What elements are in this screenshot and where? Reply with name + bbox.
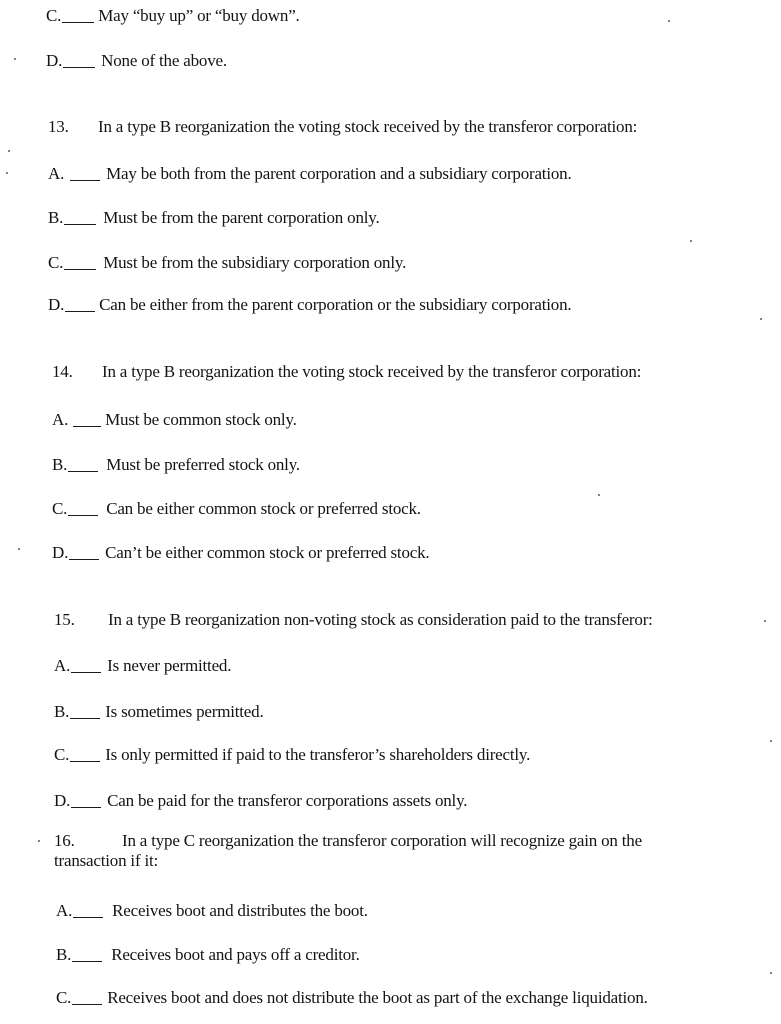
option-text: Must be preferred stock only. — [106, 455, 300, 474]
scan-speck — [38, 840, 40, 842]
option-letter: C. — [52, 499, 68, 518]
answer-blank — [70, 747, 100, 762]
scan-speck — [18, 548, 20, 550]
q12-option-c — [46, 6, 300, 26]
scan-speck — [598, 494, 600, 496]
question-text: In a type B reorganization the voting stock received by the transferor corporation: — [98, 117, 638, 136]
option-letter: A. — [54, 656, 71, 675]
scan-speck — [8, 150, 10, 152]
scan-speck — [690, 240, 692, 242]
q15-option-d — [54, 791, 467, 811]
option-text: Must be common stock only. — [105, 410, 297, 429]
scan-speck — [668, 20, 670, 22]
q14-option-d — [52, 543, 429, 563]
question-text: In a type B reorganization non-voting stock as consideration paid to the transferor: — [108, 610, 653, 629]
answer-blank — [69, 545, 99, 560]
option-letter: C. — [54, 745, 70, 764]
option-text: None of the above. — [101, 51, 227, 70]
option-text: Can’t be either common stock or preferred stock. — [105, 543, 430, 562]
option-text: Receives boot and pays off a creditor. — [111, 945, 360, 964]
question-number: 14. — [52, 362, 73, 381]
answer-blank — [63, 53, 95, 68]
option-text: Is only permitted if paid to the transferor’s shareholders directly. — [105, 745, 531, 764]
question-number: 16. — [54, 831, 75, 850]
q14-option-c — [52, 499, 421, 519]
scan-speck — [764, 620, 766, 622]
q16-option-c — [56, 988, 648, 1008]
answer-blank — [71, 793, 101, 808]
option-letter: A. — [56, 901, 73, 920]
q13-option-c — [48, 253, 406, 273]
option-letter: B. — [52, 455, 68, 474]
option-letter: D. — [54, 791, 71, 810]
answer-blank — [70, 704, 100, 719]
scan-speck — [760, 318, 762, 320]
q16-option-b — [56, 945, 360, 965]
option-letter: B. — [56, 945, 72, 964]
option-letter: D. — [46, 51, 63, 70]
answer-blank — [71, 658, 101, 673]
option-text: Must be from the subsidiary corporation only. — [103, 253, 407, 272]
option-text: Can be either from the parent corporation or the subsidiary corporation. — [99, 295, 572, 314]
question-text: In a type B reorganization the voting stock received by the transferor corporation: — [102, 362, 642, 381]
answer-blank — [72, 990, 102, 1005]
answer-blank — [64, 210, 96, 225]
scan-speck — [770, 740, 772, 742]
option-text: Receives boot and does not distribute the boot as part of the exchange liquidation. — [107, 988, 648, 1007]
answer-blank — [73, 412, 101, 427]
q15-option-a — [54, 656, 231, 676]
q14-option-b — [52, 455, 300, 475]
scan-speck — [14, 58, 16, 60]
q13-option-a — [48, 164, 572, 184]
option-text: Can be paid for the transferor corporations assets only. — [107, 791, 468, 810]
q16-stem — [54, 831, 774, 871]
option-letter: D. — [48, 295, 65, 314]
q14-stem — [52, 362, 641, 382]
question-text-line2: transaction if it: — [54, 851, 159, 870]
question-number: 13. — [48, 117, 69, 136]
answer-blank — [62, 8, 94, 23]
option-text: Is sometimes permitted. — [105, 702, 264, 721]
option-text: May “buy up” or “buy down”. — [98, 6, 300, 25]
scan-speck — [770, 972, 772, 974]
option-text: Receives boot and distributes the boot. — [112, 901, 368, 920]
scan-speck — [6, 172, 8, 174]
option-letter: B. — [54, 702, 70, 721]
q15-stem — [54, 610, 653, 630]
answer-blank — [73, 903, 103, 918]
question-text-line1: In a type C reorganization the transferor corporation will recognize gain on the — [122, 831, 642, 850]
answer-blank — [68, 501, 98, 516]
q15-option-b — [54, 702, 264, 722]
option-letter: C. — [48, 253, 64, 272]
option-text: Is never permitted. — [107, 656, 232, 675]
option-text: Can be either common stock or preferred stock. — [106, 499, 421, 518]
option-letter: A. — [52, 410, 69, 429]
option-letter: C. — [56, 988, 72, 1007]
answer-blank — [65, 297, 95, 312]
option-letter: B. — [48, 208, 64, 227]
q13-stem — [48, 117, 637, 137]
q13-option-b — [48, 208, 380, 228]
option-letter: C. — [46, 6, 62, 25]
q13-option-d — [48, 295, 571, 315]
answer-blank — [70, 166, 100, 181]
answer-blank — [72, 947, 102, 962]
answer-blank — [64, 255, 96, 270]
question-number: 15. — [54, 610, 75, 629]
answer-blank — [68, 457, 98, 472]
q16-option-a — [56, 901, 368, 921]
option-text: May be both from the parent corporation and a subsidiary corporation. — [106, 164, 572, 183]
option-text: Must be from the parent corporation only. — [103, 208, 380, 227]
option-letter: A. — [48, 164, 65, 183]
q12-option-d — [46, 51, 227, 71]
option-letter: D. — [52, 543, 69, 562]
q14-option-a — [52, 410, 297, 430]
q15-option-c — [54, 745, 530, 765]
